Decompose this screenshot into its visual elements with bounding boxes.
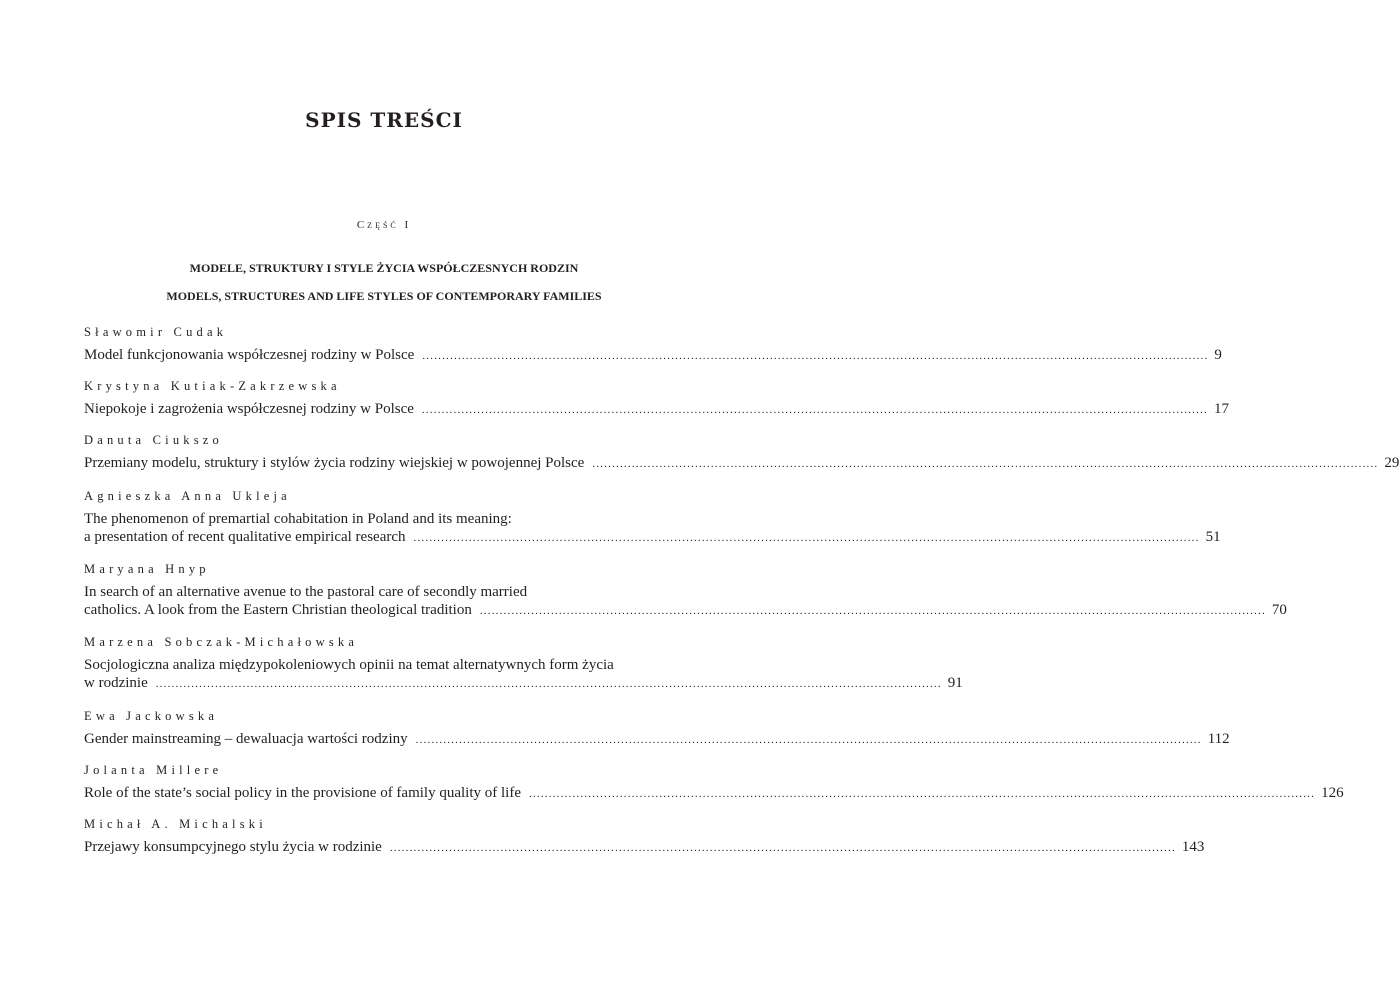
entry-author: Danuta Ciukszo [84,433,223,447]
entry-author: Ewa Jackowska [84,709,219,723]
part-label: Część I [356,219,412,231]
dot-leader: ....................................................................................................................................................................................................... [592,458,1379,470]
toc-entry [84,378,1229,419]
dot-leader: ....................................................................................................................................................................................................... [413,532,1200,544]
page-title: SPIS TREŚCI [305,108,463,132]
entry-title-row [84,346,1222,365]
entry-title: w rodzinie [84,675,148,691]
entry-author: Marzena Sobczak-Michałowska [84,635,359,649]
entry-page-number: 91 [947,675,963,691]
entry-author: Maryana Hnyp [84,562,210,576]
entry-page-number: 70 [1271,602,1287,618]
entry-title-row [84,400,1229,419]
toc-entry [84,634,963,693]
entry-page-number: 29 [1384,455,1399,471]
section-title-pl: MODELE, STRUKTURY I STYLE ŻYCIA WSPÓŁCZESNYCH RODZIN [189,261,579,275]
entry-title-line: In search of an alternative avenue to the pastoral care of secondly married [84,584,528,600]
entry-title: Przemiany modelu, struktury i stylów życia rodziny wiejskiej w powojennej Polsce [84,455,585,471]
toc-entry [84,432,1399,473]
section-title-en: MODELS, STRUCTURES AND LIFE STYLES OF CONTEMPORARY FAMILIES [166,289,602,303]
dot-leader: ....................................................................................................................................................................................................... [155,678,942,690]
toc-entry [84,816,1205,857]
entry-title-row [84,601,1287,620]
toc-entry [84,762,1344,803]
entry-title: Niepokoje i zagrożenia współczesnej rodziny w Polsce [84,401,414,417]
entry-title: a presentation of recent qualitative empirical research [84,529,406,545]
toc-entry [84,324,1222,365]
entry-title-line: Socjologiczna analiza międzypokoleniowych opinii na temat alternatywnych form życia [84,657,614,673]
entry-author: Agnieszka Anna Ukleja [84,489,291,503]
entry-title-line: The phenomenon of premartial cohabitation in Poland and its meaning: [84,511,512,527]
entry-title-row [84,838,1205,857]
entry-page-number: 51 [1205,529,1221,545]
entry-title-row [84,674,963,693]
entry-title: Gender mainstreaming – dewaluacja wartości rodziny [84,731,408,747]
entry-page-number: 112 [1207,731,1230,747]
dot-leader: ....................................................................................................................................................................................................... [389,842,1176,854]
entry-author: Jolanta Millere [84,763,223,777]
dot-leader: ....................................................................................................................................................................................................... [415,734,1202,746]
entry-title-row [84,528,1221,547]
entry-page-number: 17 [1213,401,1229,417]
entry-page-number: 143 [1181,839,1205,855]
entry-title-row [84,784,1344,803]
entry-author: Michał A. Michalski [84,817,267,831]
entry-title-row [84,730,1230,749]
toc-entry [84,488,1221,547]
entry-title: Role of the state’s social policy in the provisione of family quality of life [84,785,521,801]
entry-author: Krystyna Kutiak-Zakrzewska [84,379,341,393]
toc-entry [84,561,1287,620]
toc-entry [84,708,1230,749]
entry-author: Sławomir Cudak [84,325,228,339]
entry-page-number: 9 [1214,347,1222,363]
dot-leader: ....................................................................................................................................................................................................... [529,788,1316,800]
entry-title-row [84,454,1399,473]
dot-leader: ....................................................................................................................................................................................................... [479,605,1266,617]
entry-title: catholics. A look from the Eastern Christian theological tradition [84,602,472,618]
entry-title: Przejawy konsumpcyjnego stylu życia w rodzinie [84,839,382,855]
dot-leader: ....................................................................................................................................................................................................... [422,350,1209,362]
entry-title: Model funkcjonowania współczesnej rodziny w Polsce [84,347,415,363]
dot-leader: ....................................................................................................................................................................................................... [421,404,1208,416]
entry-page-number: 126 [1321,785,1344,801]
